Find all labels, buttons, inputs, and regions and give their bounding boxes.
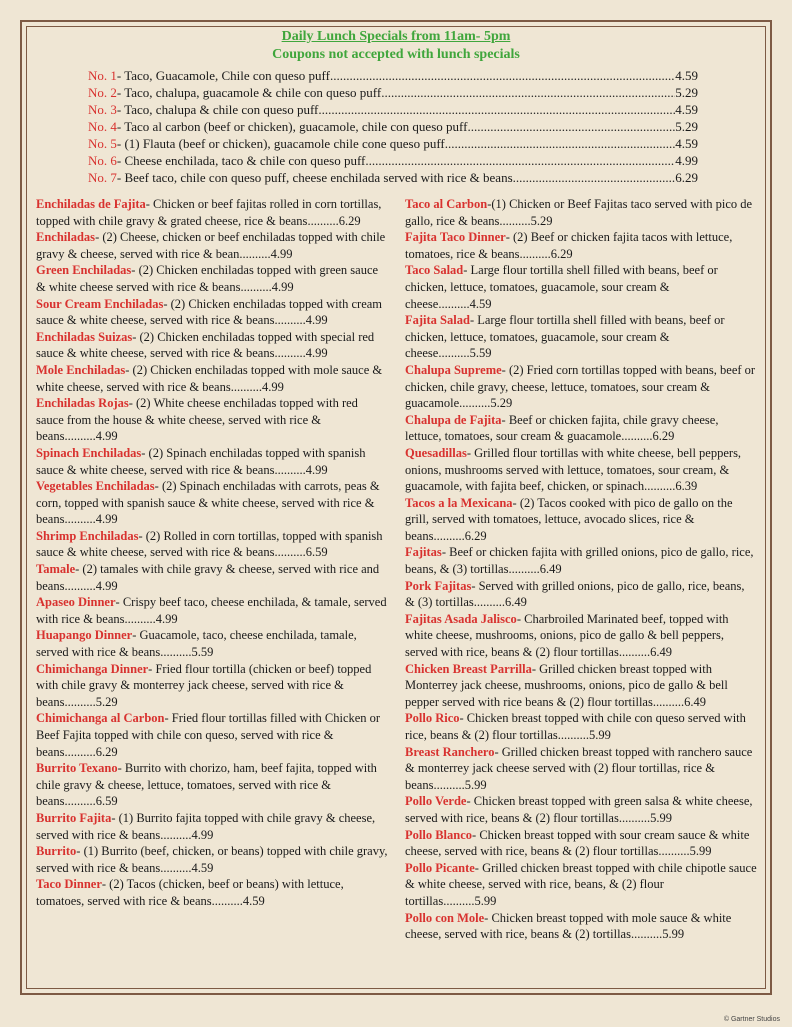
special-number: No. 2 bbox=[88, 85, 117, 100]
leader-dots: .......... bbox=[519, 246, 551, 261]
menu-item-name: Burrito Texano bbox=[36, 761, 118, 776]
menu-item bbox=[405, 910, 757, 943]
leader-dots: .......... bbox=[618, 645, 651, 660]
menu-item-name: Breast Ranchero bbox=[405, 744, 495, 759]
special-description: - Cheese enchilada, taco & chile con queso puff bbox=[116, 153, 366, 168]
special-price: 4.59 bbox=[675, 102, 698, 117]
menu-item-description: - Charbroiled Marinated beef, topped with white cheese, mushrooms, onions, pico de gallo & bell peppers, served with rice, beans & (2) flour tortillas bbox=[405, 611, 729, 660]
menu-item-name: Chimichanga Dinner bbox=[36, 661, 149, 676]
leader-dots: .......... bbox=[644, 479, 676, 494]
specials-list bbox=[88, 67, 698, 186]
menu-item-description: - Large flour tortilla shell filled with beans, beef or chicken, lettuce, tomatoes, guacamole, sour cream & cheese bbox=[405, 263, 718, 311]
menu-item bbox=[405, 661, 757, 711]
menu-item-name: Taco al Carbon bbox=[405, 197, 488, 211]
leader-dots: .......... bbox=[274, 462, 306, 477]
menu-item-name: Huapango Dinner bbox=[36, 628, 133, 643]
leader-dots bbox=[330, 67, 675, 84]
leader-dots: .......... bbox=[499, 213, 531, 228]
menu-item-price: 4.99 bbox=[305, 346, 328, 361]
menu-item-name: Vegetables Enchiladas bbox=[36, 479, 155, 494]
menu-item bbox=[405, 412, 757, 445]
menu-item-description: - Large flour tortilla shell filled with beans, beef or chicken, lettuce, tomatoes, guacamole, sour cream & cheese bbox=[405, 313, 725, 361]
menu-item bbox=[36, 528, 388, 561]
menu-item-price: 4.99 bbox=[95, 512, 118, 527]
menu-item bbox=[36, 594, 388, 627]
menu-item-description: - Chicken or beef fajitas rolled in corn tortillas, topped with chile gravy & grated cheese, rice & beans bbox=[36, 197, 382, 228]
menu-item-name: Quesadillas bbox=[405, 445, 467, 460]
menu-item bbox=[405, 827, 757, 860]
menu-item-description: - (2) Spinach enchiladas topped with spanish sauce & white cheese, served with rice & beans bbox=[36, 445, 366, 477]
special-price: 4.59 bbox=[675, 136, 698, 151]
leader-dots: .......... bbox=[160, 645, 192, 660]
menu-item-description: - Chicken breast topped with green salsa & white cheese, served with rice, beans & (2) flour tortillas bbox=[405, 794, 753, 825]
menu-item-price: 6.59 bbox=[95, 794, 118, 809]
leader-dots: .......... bbox=[211, 893, 243, 908]
menu-item-description: - (1) Burrito (beef, chicken, or beans) topped with chile gravy, served with rice & beans bbox=[36, 844, 388, 875]
menu-item-name: Pollo Rico bbox=[405, 711, 460, 726]
menu-item-price: 6.29 bbox=[652, 429, 675, 444]
menu-item-name: Shrimp Enchiladas bbox=[36, 528, 139, 543]
special-price: 4.59 bbox=[675, 68, 698, 83]
menu-item-description: - (2) Chicken enchiladas topped with special red sauce & white cheese, served with rice & beans bbox=[36, 329, 375, 361]
menu-item bbox=[36, 362, 388, 395]
leader-dots: .......... bbox=[652, 694, 685, 709]
special-number: No. 6 bbox=[88, 153, 117, 168]
special-number: No. 7 bbox=[88, 170, 117, 185]
menu-item-description: - Grilled chicken breast topped with ranchero sauce & monterrey jack cheese served with (2) flour tortillas, rice & beans bbox=[405, 744, 753, 792]
menu-item bbox=[405, 312, 757, 362]
specials-subtitle: Coupons not accepted with lunch specials bbox=[272, 47, 520, 62]
menu-item bbox=[36, 710, 388, 760]
special-description: - Beef taco, chile con queso puff, cheese enchilada served with rice & beans bbox=[116, 170, 513, 185]
menu-item-price: 5.99 bbox=[588, 728, 611, 742]
menu-item-description: - Grilled chicken breast topped with Monterrey jack cheese, mushrooms, onions, pico de gallo & bell pepper served with rice beans & (2) flour tortillas bbox=[405, 661, 728, 709]
menu-item-description: - (2) Chicken enchiladas topped with mole sauce & white cheese, served with rice & beans bbox=[36, 362, 383, 394]
special-row bbox=[88, 118, 698, 135]
menu-item-price: 5.99 bbox=[689, 844, 712, 859]
menu-item bbox=[36, 810, 388, 843]
leader-dots: .......... bbox=[64, 512, 96, 527]
menu-item-price: 6.29 bbox=[338, 213, 361, 228]
menu-item-price: 5.29 bbox=[95, 694, 118, 709]
leader-dots: .......... bbox=[443, 893, 475, 908]
menu-item-description: - Chicken breast topped with sour cream sauce & white cheese, served with rice, beans & (2) flour tortillas bbox=[405, 827, 750, 859]
menu-item-name: Fajita Taco Dinner bbox=[405, 230, 506, 245]
menu-item-price: 5.99 bbox=[662, 927, 685, 942]
menu-item bbox=[36, 262, 388, 295]
menu-item-description: - Chicken breast topped with chile con queso served with rice, beans & (2) flour tortillas bbox=[405, 711, 746, 742]
special-description: - Taco, chalupa, guacamole & chile con queso puff bbox=[116, 85, 382, 100]
menu-item-description: - Beef or chicken fajita with grilled onions, pico de gallo, rice, beans, & (3) tortillas bbox=[405, 545, 754, 577]
menu-item-name: Tamale bbox=[36, 562, 76, 577]
menu-item-description: - (2) Chicken enchiladas topped with green sauce & white cheese served with rice & beans bbox=[36, 263, 379, 294]
menu-item bbox=[405, 544, 757, 577]
menu-item-name: Tacos a la Mexicana bbox=[405, 495, 513, 510]
special-row bbox=[88, 152, 698, 169]
leader-dots: .......... bbox=[240, 279, 272, 294]
menu-item bbox=[36, 395, 388, 445]
leader-dots bbox=[318, 101, 675, 118]
menu-item-name: Pollo Picante bbox=[405, 860, 475, 875]
leader-dots: .......... bbox=[274, 313, 306, 328]
menu-item-description: - (2) Spinach enchiladas with carrots, peas & corn, topped with spanish sauce & white cheese, served with rice & beans bbox=[36, 479, 380, 527]
menu-item bbox=[36, 843, 388, 876]
leader-dots: .......... bbox=[64, 578, 96, 593]
leader-dots: .......... bbox=[64, 694, 96, 709]
menu-item-description: - (2) Chicken enchiladas topped with cream sauce & white cheese, served with rice & beans bbox=[36, 296, 383, 328]
menu-item-description: -(1) Chicken or Beef Fajitas taco served with pico de gallo, rice & beans bbox=[405, 197, 753, 228]
menu-item-price: 5.99 bbox=[650, 810, 672, 825]
menu-item-price: 6.59 bbox=[305, 545, 328, 560]
menu-item-name: Pollo Verde bbox=[405, 794, 467, 809]
menu-item-name: Chalupa de Fajita bbox=[405, 412, 502, 427]
copyright-credit: © Gartner Studios bbox=[723, 1016, 780, 1023]
menu-item-description: - Guacamole, taco, cheese enchilada, tamale, served with rice & beans bbox=[36, 628, 357, 660]
leader-dots: .......... bbox=[658, 844, 690, 859]
menu-item-price: 4.59 bbox=[242, 893, 265, 908]
special-number: No. 3 bbox=[88, 102, 117, 117]
leader-dots: .......... bbox=[473, 595, 505, 610]
menu-item-description: - Crispy beef taco, cheese enchilada, & tamale, served with rice & beans bbox=[36, 595, 387, 626]
special-number: No. 1 bbox=[88, 68, 117, 83]
menu-item-name: Enchiladas de Fajita bbox=[36, 197, 146, 211]
menu-item-name: Fajita Salad bbox=[405, 313, 470, 328]
menu-item-price: 4.99 bbox=[270, 246, 293, 261]
leader-dots: .......... bbox=[438, 346, 470, 361]
menu-item bbox=[36, 627, 388, 660]
menu-item-price: 4.99 bbox=[155, 611, 178, 626]
leader-dots: .......... bbox=[459, 396, 491, 411]
menu-item bbox=[405, 229, 757, 262]
leader-dots bbox=[381, 84, 675, 101]
menu-item-description: - Fried flour tortilla (chicken or beef) topped with chile gravy & monterrey jack cheese, served with rice & beans bbox=[36, 661, 372, 709]
menu-item-price: 5.59 bbox=[191, 645, 214, 660]
menu-item-name: Chicken Breast Parrilla bbox=[405, 661, 532, 676]
special-price: 4.99 bbox=[675, 153, 698, 168]
menu-item-description: - (2) Cheese, chicken or beef enchiladas topped with chile gravy & cheese, served with rice & bean bbox=[36, 230, 386, 261]
menu-item-name: Enchiladas bbox=[36, 230, 96, 245]
menu-item bbox=[36, 296, 388, 329]
menu-item-name: Burrito Fajita bbox=[36, 810, 112, 825]
menu-item-description: - (2) Tacos cooked with pico de gallo on the grill, served with tomatoes, lettuce, avocado slices, rice & beans bbox=[405, 495, 733, 543]
menu-item-price: 6.49 bbox=[505, 595, 527, 610]
menu-item bbox=[405, 262, 757, 312]
menu-item bbox=[405, 495, 757, 545]
menu-item bbox=[405, 710, 757, 743]
menu-item bbox=[36, 760, 388, 810]
menu-item-price: 4.59 bbox=[191, 860, 214, 875]
specials-title: Daily Lunch Specials from 11am- 5pm bbox=[281, 29, 511, 44]
menu-item-price: 6.29 bbox=[550, 246, 573, 261]
menu-item-name: Taco Dinner bbox=[36, 877, 102, 892]
menu-item-name: Apaseo Dinner bbox=[36, 595, 116, 610]
leader-dots bbox=[513, 169, 676, 186]
menu-item-name: Sour Cream Enchiladas bbox=[36, 296, 164, 311]
menu-item bbox=[405, 196, 757, 229]
special-description: - Taco, Guacamole, Chile con queso puff bbox=[116, 68, 330, 83]
menu-item bbox=[405, 744, 757, 794]
leader-dots: .......... bbox=[630, 927, 663, 942]
menu-item-name: Fajitas Asada Jalisco bbox=[405, 611, 517, 626]
menu-item-price: 6.39 bbox=[675, 479, 698, 494]
leader-dots: .......... bbox=[557, 728, 589, 742]
left-menu-column bbox=[36, 196, 388, 910]
special-number: No. 5 bbox=[88, 136, 117, 151]
menu-item-price: 5.29 bbox=[530, 213, 553, 228]
menu-item-price: 6.29 bbox=[464, 528, 487, 543]
menu-item-description: - Grilled flour tortillas with white cheese, bell peppers, onions, mushrooms served with lettuce, tomatoes, sour cream, & guacamole, with fajita beef, chicken, or spinach bbox=[405, 445, 742, 494]
leader-dots: .......... bbox=[239, 246, 271, 261]
menu-item-price: 4.99 bbox=[191, 827, 214, 842]
leader-dots bbox=[445, 135, 675, 152]
leader-dots: .......... bbox=[621, 429, 653, 444]
menu-item-description: - (2) Rolled in corn tortillas, topped with spanish sauce & white cheese, served with rice & beans bbox=[36, 528, 383, 560]
menu-item-description: - Burrito with chorizo, ham, beef fajita, topped with chile gravy & cheese, lettuce, tomatoes, served with rice & beans bbox=[36, 761, 377, 809]
leader-dots: .......... bbox=[274, 346, 306, 361]
menu-item-price: 5.59 bbox=[469, 346, 492, 361]
menu-item-price: 4.99 bbox=[305, 313, 328, 328]
menu-item-description: - (2) tamales with chile gravy & cheese, served with rice and beans bbox=[36, 562, 380, 593]
menu-item-name: Chimichanga al Carbon bbox=[36, 711, 165, 726]
menu-item-price: 4.99 bbox=[95, 429, 118, 444]
special-description: - Taco al carbon (beef or chicken), guacamole, chile con queso puff bbox=[116, 119, 468, 134]
menu-item-name: Taco Salad bbox=[405, 263, 464, 278]
menu-item-description: - Fried flour tortillas filled with Chicken or Beef Fajita topped with chile con queso, served with rice & beans bbox=[36, 711, 381, 759]
menu-item bbox=[405, 860, 757, 910]
menu-item-description: - (1) Burrito fajita topped with chile gravy & cheese, served with rice & beans bbox=[36, 810, 376, 842]
right-menu-column bbox=[405, 196, 757, 943]
leader-dots bbox=[365, 152, 675, 169]
menu-item-name: Chalupa Supreme bbox=[405, 362, 502, 377]
menu-item-name: Pollo Blanco bbox=[405, 827, 473, 842]
leader-dots bbox=[467, 118, 675, 135]
leader-dots: .......... bbox=[307, 213, 339, 228]
menu-item bbox=[405, 611, 757, 661]
menu-item bbox=[36, 661, 388, 711]
menu-item bbox=[36, 329, 388, 362]
menu-item-description: - Chicken breast topped with mole sauce & white cheese, served with rice, beans & (2) tortillas bbox=[405, 910, 732, 942]
menu-item-description: - (2) Fried corn tortillas topped with beans, beef or chicken, chile gravy, cheese, lettuce, tomatoes, sour cream & guacamole bbox=[405, 362, 756, 411]
menu-item-name: Pork Fajitas bbox=[405, 578, 472, 593]
menu-item-description: - (2) White cheese enchiladas topped with red sauce from the house & white cheese, served with rice & beans bbox=[36, 396, 358, 444]
special-row bbox=[88, 67, 698, 84]
menu-item bbox=[36, 876, 388, 909]
leader-dots: .......... bbox=[618, 810, 651, 825]
leader-dots: .......... bbox=[64, 744, 96, 759]
menu-item bbox=[36, 445, 388, 478]
leader-dots: .......... bbox=[433, 777, 465, 792]
leader-dots: .......... bbox=[230, 379, 262, 394]
special-price: 6.29 bbox=[675, 170, 698, 185]
menu-item-price: 5.99 bbox=[474, 893, 497, 908]
menu-item-price: 6.49 bbox=[539, 562, 562, 577]
menu-item-name: Burrito bbox=[36, 844, 77, 859]
menu-item-price: 4.99 bbox=[271, 279, 294, 294]
menu-item bbox=[405, 578, 757, 611]
leader-dots: .......... bbox=[160, 860, 192, 875]
special-description: - Taco, chalupa & chile con queso puff bbox=[116, 102, 319, 117]
menu-item-price: 4.99 bbox=[261, 379, 284, 394]
menu-item bbox=[36, 561, 388, 594]
leader-dots: .......... bbox=[433, 528, 465, 543]
special-row bbox=[88, 169, 698, 186]
menu-item-description: - Beef or chicken fajita, chile gravy cheese, lettuce, tomatoes, sour cream & guacamole bbox=[405, 412, 719, 444]
menu-item-price: 4.99 bbox=[95, 578, 118, 593]
menu-item-price: 4.99 bbox=[305, 462, 328, 477]
menu-item-name: Green Enchiladas bbox=[36, 263, 132, 278]
leader-dots: .......... bbox=[438, 296, 470, 311]
menu-item bbox=[36, 229, 388, 262]
special-number: No. 4 bbox=[88, 119, 117, 134]
special-row bbox=[88, 135, 698, 152]
menu-item-name: Enchiladas Suizas bbox=[36, 329, 133, 344]
special-description: - (1) Flauta (beef or chicken), guacamole chile cone queso puff bbox=[116, 136, 445, 151]
menu-item-price: 6.49 bbox=[684, 694, 706, 709]
leader-dots: .......... bbox=[124, 611, 156, 626]
special-price: 5.29 bbox=[675, 85, 698, 100]
menu-item-name: Pollo con Mole bbox=[405, 910, 485, 925]
special-row bbox=[88, 84, 698, 101]
menu-item-description: - Grilled chicken breast topped with chile chipotle sauce & white cheese, served with rice, beans, & (2) flour tortillas bbox=[405, 860, 757, 908]
menu-item bbox=[405, 445, 757, 495]
leader-dots: .......... bbox=[160, 827, 192, 842]
menu-item-description: - Served with grilled onions, pico de gallo, rice, beans, & (3) tortillas bbox=[405, 578, 745, 610]
leader-dots: .......... bbox=[64, 429, 96, 444]
menu-item-price: 4.59 bbox=[469, 296, 492, 311]
menu-item-price: 5.99 bbox=[464, 777, 487, 792]
menu-item-name: Enchiladas Rojas bbox=[36, 396, 129, 411]
special-row bbox=[88, 101, 698, 118]
special-price: 5.29 bbox=[675, 119, 698, 134]
menu-item-description: - (2) Beef or chicken fajita tacos with lettuce, tomatoes, rice & beans bbox=[405, 230, 733, 261]
menu-item-description: - (2) Tacos (chicken, beef or beans) with lettuce, tomatoes, served with rice & beans bbox=[36, 877, 344, 908]
menu-item bbox=[405, 362, 757, 412]
menu-item-name: Spinach Enchiladas bbox=[36, 445, 142, 460]
leader-dots: .......... bbox=[508, 562, 540, 577]
menu-item-name: Mole Enchiladas bbox=[36, 362, 126, 377]
menu-item-price: 6.49 bbox=[650, 645, 672, 660]
lunch-specials-section bbox=[0, 28, 792, 185]
menu-item bbox=[405, 793, 757, 826]
leader-dots: .......... bbox=[64, 794, 96, 809]
menu-item bbox=[36, 196, 388, 229]
menu-item-price: 6.29 bbox=[95, 744, 118, 759]
menu-item bbox=[36, 478, 388, 528]
leader-dots: .......... bbox=[274, 545, 306, 560]
menu-item-price: 5.29 bbox=[490, 396, 513, 411]
menu-item-name: Fajitas bbox=[405, 545, 442, 560]
